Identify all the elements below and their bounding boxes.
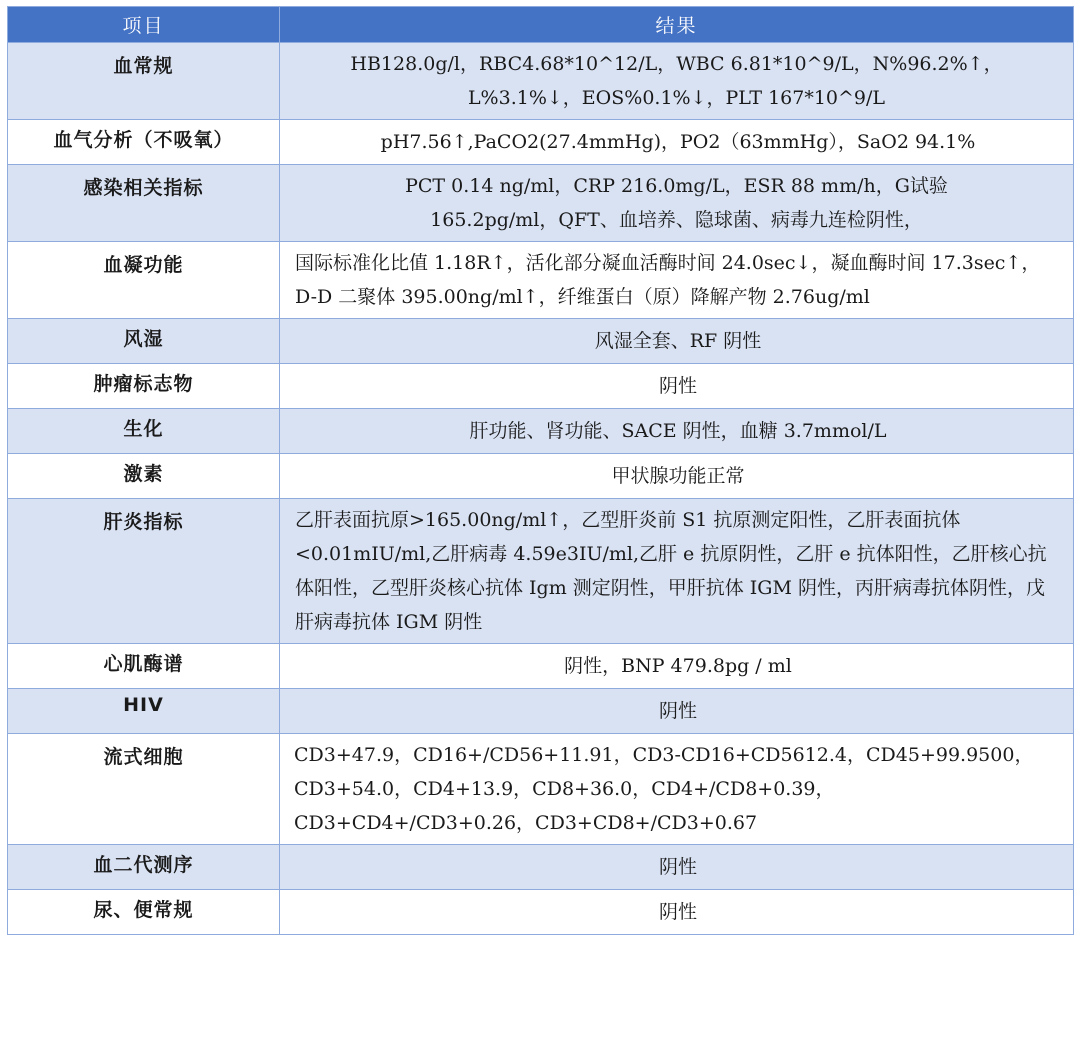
row-result: 阴性 — [280, 890, 1074, 935]
table-row — [8, 364, 1074, 409]
table-row — [8, 242, 1074, 319]
row-item: 血气分析（不吸氧） — [8, 120, 280, 165]
table-row — [8, 409, 1074, 454]
header-result: 结果 — [280, 7, 1074, 43]
row-item: 流式细胞 — [8, 734, 280, 845]
row-result: pH7.56↑,PaCO2(27.4mmHg)，PO2（63mmHg），SaO2 94.1% — [280, 120, 1074, 165]
row-result: PCT 0.14 ng/ml，CRP 216.0mg/L，ESR 88 mm/h，G试验 165.2pg/ml，QFT、血培养、隐球菌、病毒九连检阴性， — [280, 165, 1074, 242]
lab-results-table — [7, 6, 1074, 935]
row-result: 阴性 — [280, 845, 1074, 890]
row-result: 风湿全套、RF 阴性 — [280, 319, 1074, 364]
row-result: HB128.0g/l，RBC4.68*10^12/L，WBC 6.81*10^9/L，N%96.2%↑，L%3.1%↓，EOS%0.1%↓，PLT 167*10^9/L — [280, 43, 1074, 120]
header-item: 项目 — [8, 7, 280, 43]
row-result: 阴性 — [280, 364, 1074, 409]
table-row — [8, 890, 1074, 935]
table-header-row — [8, 7, 1074, 43]
row-item: 心肌酶谱 — [8, 644, 280, 689]
table-row — [8, 499, 1074, 644]
row-result: 阴性，BNP 479.8pg / ml — [280, 644, 1074, 689]
row-result: 乙肝表面抗原>165.00ng/ml↑，乙型肝炎前 S1 抗原测定阳性，乙肝表面抗体<0.01mIU/ml,乙肝病毒 4.59e3IU/ml,乙肝 e 抗原阴性，乙肝 e 抗体阳性，乙肝核心抗体阳性，乙型肝炎核心抗体 Igm 测定阴性，甲肝抗体 IGM 阴性，丙肝病毒抗体阴性，戊肝病毒抗体 IGM 阴性 — [280, 499, 1074, 644]
table-row — [8, 454, 1074, 499]
row-item: 感染相关指标 — [8, 165, 280, 242]
table-row — [8, 43, 1074, 120]
row-result: 甲状腺功能正常 — [280, 454, 1074, 499]
row-result: 阴性 — [280, 689, 1074, 734]
table-row — [8, 165, 1074, 242]
row-result: 肝功能、肾功能、SACE 阴性，血糖 3.7mmol/L — [280, 409, 1074, 454]
row-item: 血常规 — [8, 43, 280, 120]
table-row — [8, 120, 1074, 165]
row-item: 肿瘤标志物 — [8, 364, 280, 409]
row-item: 血二代测序 — [8, 845, 280, 890]
table-row — [8, 845, 1074, 890]
row-item: 生化 — [8, 409, 280, 454]
row-result: 国际标准化比值 1.18R↑，活化部分凝血活酶时间 24.0sec↓，凝血酶时间 17.3sec↑，D-D 二聚体 395.00ng/ml↑，纤维蛋白（原）降解产物 2.76ug/ml — [280, 242, 1074, 319]
table-row — [8, 734, 1074, 845]
table-row — [8, 319, 1074, 364]
row-item: 风湿 — [8, 319, 280, 364]
row-item: 血凝功能 — [8, 242, 280, 319]
row-item: 激素 — [8, 454, 280, 499]
row-item: 尿、便常规 — [8, 890, 280, 935]
table-row — [8, 644, 1074, 689]
row-item: HIV — [8, 689, 280, 734]
table-row — [8, 689, 1074, 734]
row-result: CD3+47.9，CD16+/CD56+11.91，CD3-CD16+CD5612.4，CD45+99.9500，CD3+54.0，CD4+13.9，CD8+36.0，CD4+/CD8+0.39，CD3+CD4+/CD3+0.26，CD3+CD8+/CD3+0.67 — [280, 734, 1074, 845]
row-item: 肝炎指标 — [8, 499, 280, 644]
